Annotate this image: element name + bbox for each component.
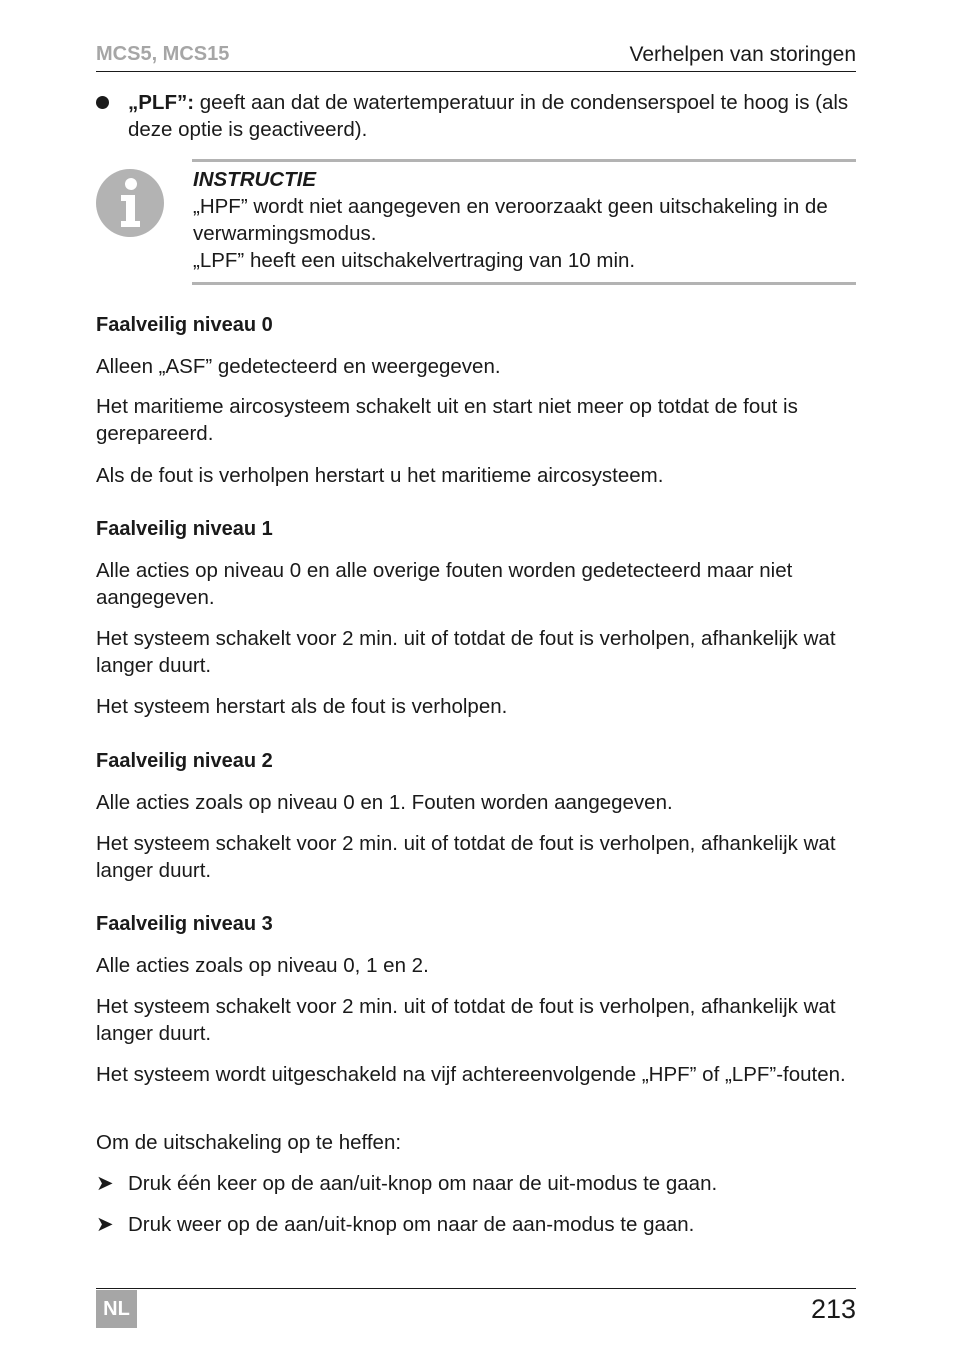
bullet-item bbox=[128, 89, 856, 143]
section-2-paragraph-2: Het systeem schakelt voor 2 min. uit of totdat de fout is verholpen, afhankelijk wat langer duurt. bbox=[96, 832, 836, 882]
section-heading-0: Faalveilig niveau 0 bbox=[96, 314, 273, 336]
section-heading-3: Faalveilig niveau 3 bbox=[96, 913, 273, 935]
info-icon bbox=[96, 169, 164, 237]
section-0-paragraph-1: Alleen „ASF” gedetecteerd en weergegeven. bbox=[96, 355, 501, 378]
arrow-icon: ➤ bbox=[96, 1213, 114, 1236]
note-line-2: „LPF” heeft een uitschakelvertraging van 10 min. bbox=[193, 249, 636, 272]
page-number: 213 bbox=[810, 1294, 856, 1324]
section-3-paragraph-1: Alle acties zoals op niveau 0, 1 en 2. bbox=[96, 954, 429, 977]
bullet-dot bbox=[96, 96, 109, 109]
step-1: Druk één keer op de aan/uit-knop om naar de uit-modus te gaan. bbox=[128, 1172, 718, 1195]
step-2: Druk weer op de aan/uit-knop om naar de aan-modus te gaan. bbox=[128, 1213, 695, 1236]
section-3-paragraph-2: Het systeem schakelt voor 2 min. uit of totdat de fout is verholpen, afhankelijk wat langer duurt. bbox=[96, 995, 836, 1045]
section-2-paragraph-1: Alle acties zoals op niveau 0 en 1. Fouten worden aangegeven. bbox=[96, 791, 673, 814]
note-top-rule bbox=[192, 159, 856, 162]
bullet-text: geeft aan dat de watertemperatuur in de condenserspoel te hoog is (als deze optie is geactiveerd). bbox=[128, 91, 849, 141]
language-badge: NL bbox=[96, 1290, 137, 1328]
header-product-name: MCS5, MCS15 bbox=[96, 43, 230, 65]
section-3-paragraph-4: Om de uitschakeling op te heffen: bbox=[96, 1131, 402, 1154]
section-heading-1: Faalveilig niveau 1 bbox=[96, 518, 273, 540]
note-bottom-rule bbox=[192, 282, 856, 285]
section-0-paragraph-2: Het maritieme aircosysteem schakelt uit en start niet meer op totdat de fout is gerepareerd. bbox=[96, 395, 798, 445]
section-1-paragraph-3: Het systeem herstart als de fout is verholpen. bbox=[96, 695, 508, 718]
header-chapter-title: Verhelpen van storingen bbox=[629, 43, 856, 66]
arrow-icon: ➤ bbox=[96, 1172, 114, 1195]
note-body bbox=[193, 166, 856, 274]
section-0-paragraph-3: Als de fout is verholpen herstart u het maritieme aircosysteem. bbox=[96, 464, 664, 487]
section-heading-2: Faalveilig niveau 2 bbox=[96, 750, 273, 772]
section-1-paragraph-2: Het systeem schakelt voor 2 min. uit of totdat de fout is verholpen, afhankelijk wat langer duurt. bbox=[96, 627, 836, 677]
section-3-paragraph-3: Het systeem wordt uitgeschakeld na vijf achtereenvolgende „HPF” of „LPF”-fouten. bbox=[96, 1063, 846, 1086]
section-1-paragraph-1: Alle acties op niveau 0 en alle overige fouten worden gedetecteerd maar niet aangegeven. bbox=[96, 559, 793, 609]
footer-divider bbox=[96, 1288, 856, 1289]
bullet-term: „PLF”: bbox=[128, 91, 195, 114]
header-divider bbox=[96, 71, 856, 72]
note-line-1: „HPF” wordt niet aangegeven en veroorzaakt geen uitschakeling in de verwarmingsmodus. bbox=[193, 195, 828, 245]
note-title: INSTRUCTIE bbox=[193, 168, 316, 191]
